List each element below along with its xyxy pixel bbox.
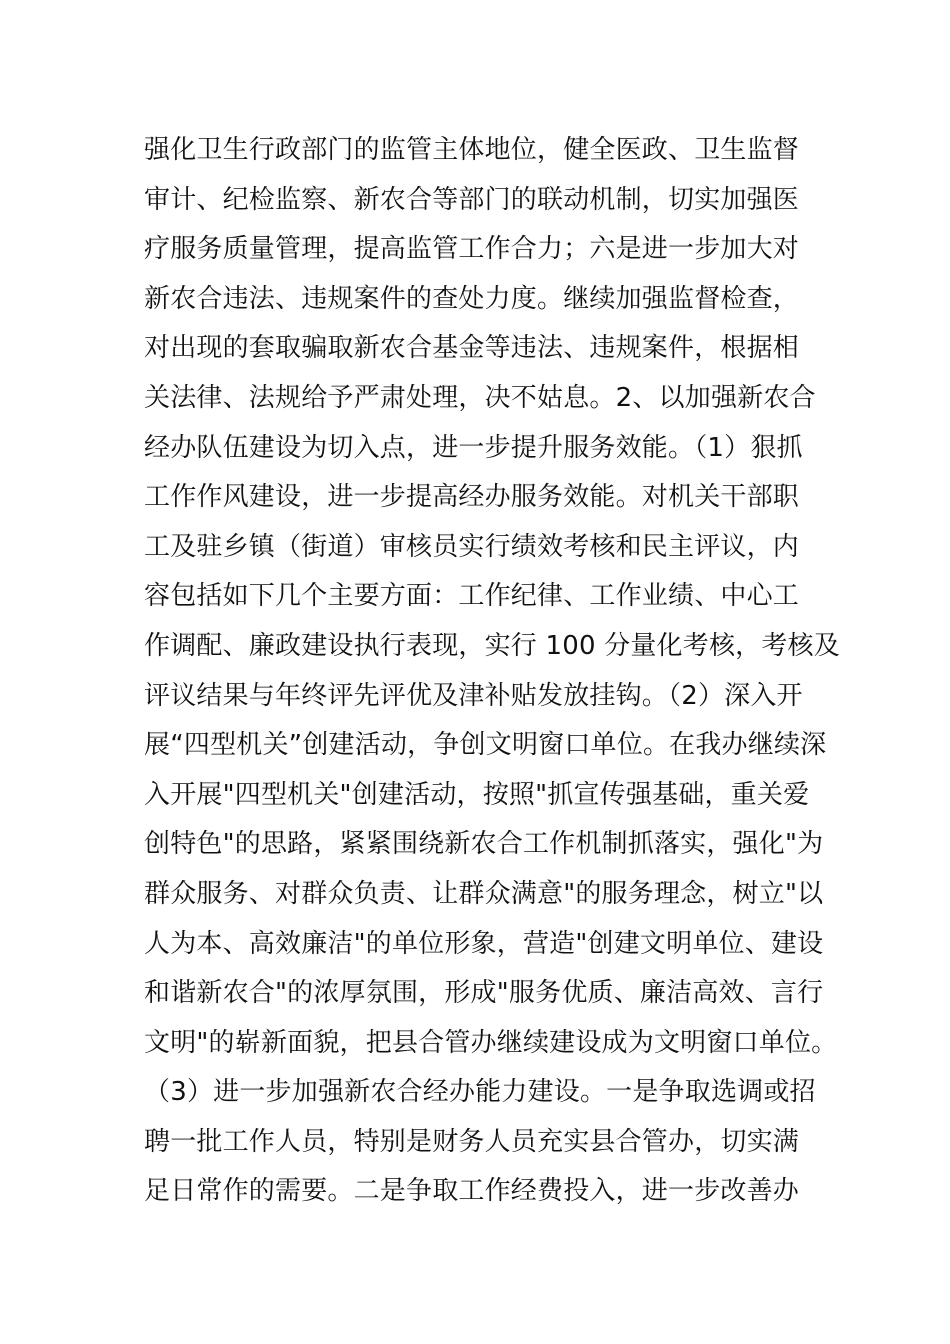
text-line: 足日常作的需要。二是争取工作经费投入，进一步改善办 <box>144 1176 800 1207</box>
text-line: 人为本、高效廉洁"的单位形象，营造"创建文明单位、建设 <box>144 928 824 959</box>
text-line: 新农合违法、违规案件的查处力度。继续加强监督检查， <box>144 283 800 314</box>
text-line: 作调配、廉政建设执行表现，实行 100 分量化考核，考核及 <box>144 630 840 661</box>
text-line: 工及驻乡镇（街道）审核员实行绩效考核和民主评议，内 <box>144 531 800 562</box>
text-line: 创特色"的思路，紧紧围绕新农合工作机制抓落实，强化"为 <box>144 829 824 860</box>
text-line: 文明"的崭新面貌，把县合管办继续建设成为文明窗口单位。 <box>144 1027 838 1058</box>
text-line: 审计、纪检监察、新农合等部门的联动机制，切实加强医 <box>144 184 800 215</box>
text-line: 关法律、法规给予严肃处理，决不姑息。2、以加强新农合 <box>144 382 816 413</box>
text-line: 经办队伍建设为切入点，进一步提升服务效能。（1）狠抓 <box>144 432 803 463</box>
text-line: 工作作风建设，进一步提高经办服务效能。对机关干部职 <box>144 482 800 513</box>
text-line: 展“四型机关”创建活动，争创文明窗口单位。在我办继续深 <box>144 730 827 761</box>
text-line: 评议结果与年终评先评优及津补贴发放挂钩。（2）深入开 <box>144 680 803 711</box>
text-line: 群众服务、对群众负责、让群众满意"的服务理念，树立"以 <box>144 878 824 909</box>
text-line: 对出现的套取骗取新农合基金等违法、违规案件，根据相 <box>144 333 800 364</box>
text-line: 入开展"四型机关"创建活动，按照"抓宣传强基础，重关爱 <box>144 779 810 810</box>
body-text <box>144 126 840 1217</box>
text-line: 疗服务质量管理，提高监管工作合力；六是进一步加大对 <box>144 234 800 265</box>
text-line: 聘一批工作人员，特别是财务人员充实县合管办，切实满 <box>144 1126 800 1157</box>
text-line: 容包括如下几个主要方面：工作纪律、工作业绩、中心工 <box>144 581 800 612</box>
text-line: （3）进一步加强新农合经办能力建设。一是争取选调或招 <box>144 1077 816 1108</box>
text-line: 和谐新农合"的浓厚氛围，形成"服务优质、廉洁高效、言行 <box>144 978 824 1009</box>
text-line: 强化卫生行政部门的监管主体地位，健全医政、卫生监督 <box>144 135 800 165</box>
